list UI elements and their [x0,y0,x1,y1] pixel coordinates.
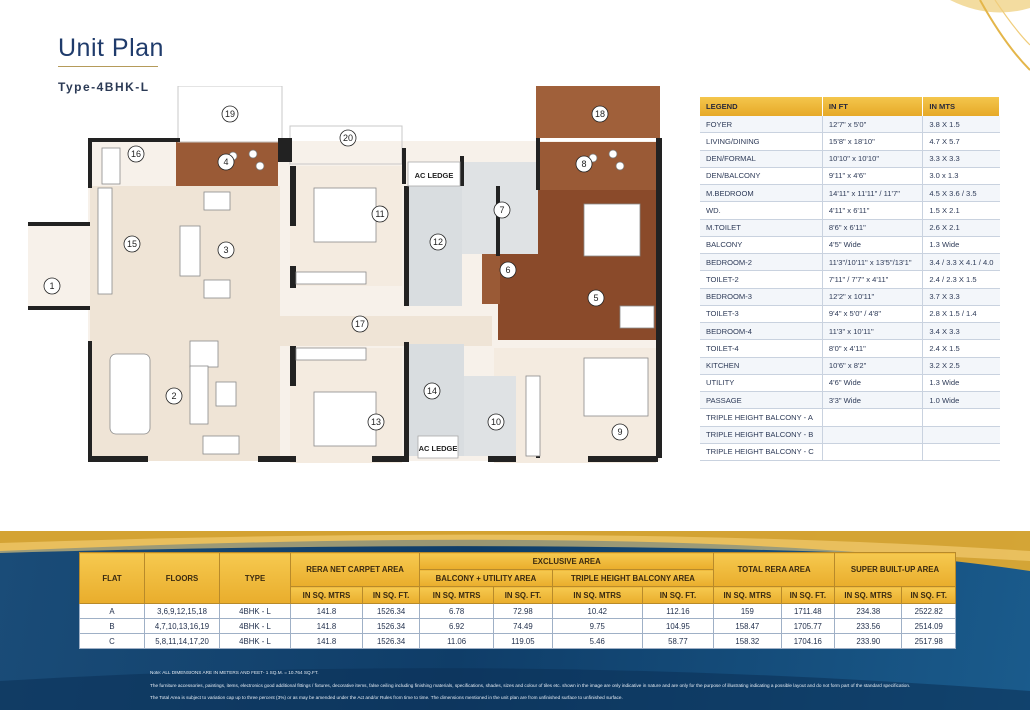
unit-type: Type-4BHK-L [58,80,150,94]
room-marker-6 [500,262,516,278]
unit-sqft: IN SQ. FT. [642,587,713,604]
svg-text:7: 7 [499,205,505,215]
table-cell: 1711.48 [781,604,835,619]
area-table [79,552,956,649]
table-cell: 1526.34 [362,619,419,634]
unit-sqm: IN SQ. MTRS [714,587,781,604]
table-cell: 4BHK - L [220,604,291,619]
legend-size-m: 1.5 X 2.1 [923,202,1000,219]
svg-text:18: 18 [594,109,606,119]
legend-header: LEGEND [700,97,822,116]
area-body [80,604,956,649]
legend-size-ft: 10'6" x 8'2" [822,357,922,374]
room-marker-3 [218,242,234,258]
corner-decoration [910,0,1030,90]
legend-row [700,288,1000,305]
table-cell: 2517.98 [902,634,956,649]
legend-size-m: 2.4 / 2.3 X 1.5 [923,271,1000,288]
col-super: SUPER BUILT-UP AREA [835,553,956,587]
legend-row [700,340,1000,357]
table-cell: 4,7,10,13,16,19 [145,619,220,634]
unit-sqft: IN SQ. FT. [494,587,553,604]
legend-room: M.BEDROOM [700,185,822,202]
legend-row [700,185,1000,202]
table-cell: 233.90 [835,634,902,649]
legend-room: BEDROOM-3 [700,288,822,305]
table-cell: 234.38 [835,604,902,619]
legend-size-m: 3.3 X 3.3 [923,150,1000,167]
legend-size-ft: 8'0" x 4'11" [822,340,922,357]
legend-row [700,150,1000,167]
table-cell: 6.92 [420,619,494,634]
table-cell: 141.8 [291,619,363,634]
legend-size-ft: 3'3" Wide [822,392,922,409]
svg-text:14: 14 [426,386,438,396]
table-cell: 141.8 [291,634,363,649]
room-marker-19 [222,106,238,122]
room-marker-12 [430,234,446,250]
table-cell: 2522.82 [902,604,956,619]
svg-text:8: 8 [581,159,587,169]
svg-text:5: 5 [593,293,599,303]
legend-room: WD. [700,202,822,219]
legend-size-ft: 15'8" x 18'10" [822,133,922,150]
room-marker-16 [128,146,144,162]
table-cell: 1526.34 [362,634,419,649]
table-cell: 4BHK - L [220,619,291,634]
table-cell: 104.95 [642,619,713,634]
room-marker-1 [44,278,60,294]
room-marker-9 [612,424,628,440]
page-title: Unit Plan [58,34,164,62]
svg-text:16: 16 [130,149,142,159]
master-balcony-floor [540,142,658,190]
legend-room: TOILET-2 [700,271,822,288]
legend-row [700,392,1000,409]
table-cell: 58.77 [642,634,713,649]
room-marker-7 [494,202,510,218]
title-divider [58,66,158,67]
legend-room: DEN/BALCONY [700,167,822,184]
svg-text:6: 6 [505,265,511,275]
table-cell: 11.06 [420,634,494,649]
table-cell: 5,8,11,14,17,20 [145,634,220,649]
unit-sqm: IN SQ. MTRS [835,587,902,604]
legend-size-ft: 8'6" x 6'11" [822,219,922,236]
table-cell: 5.46 [552,634,642,649]
room-marker-14 [424,383,440,399]
svg-text:4: 4 [223,157,229,167]
table-cell: C [80,634,145,649]
legend-size-m [923,426,1000,443]
svg-text:9: 9 [617,427,623,437]
legend-size-m: 3.2 X 2.5 [923,357,1000,374]
legend-size-m: 4.5 X 3.6 / 3.5 [923,185,1000,202]
legend-size-ft: 7'11" / 7'7" x 4'11" [822,271,922,288]
col-floors: FLOORS [145,553,220,604]
legend-size-m: 2.4 X 1.5 [923,340,1000,357]
legend-size-ft: 4'11" x 6'11" [822,202,922,219]
unit-sqft: IN SQ. FT. [362,587,419,604]
legend-room: TOILET-4 [700,340,822,357]
legend-size-ft: 12'7" x 5'0" [822,116,922,133]
table-cell: 1705.77 [781,619,835,634]
legend-size-ft: 10'10" x 10'10" [822,150,922,167]
legend-row [700,236,1000,253]
table-cell: 233.56 [835,619,902,634]
legend-row [700,219,1000,236]
table-cell: 158.32 [714,634,781,649]
legend-size-m: 1.0 Wide [923,392,1000,409]
unit-sqm: IN SQ. MTRS [552,587,642,604]
legend-size-ft [822,443,922,460]
table-cell: 1526.34 [362,604,419,619]
legend-size-m: 3.4 / 3.3 X 4.1 / 4.0 [923,254,1000,271]
legend-size-m: 2.8 X 1.5 / 1.4 [923,305,1000,322]
svg-text:12: 12 [432,237,444,247]
unit-sqft: IN SQ. FT. [902,587,956,604]
table-cell: 112.16 [642,604,713,619]
col-exclusive: EXCLUSIVE AREA [420,553,714,570]
note-disclaimer: The furniture accessories, paintings, items, electronics good additional fittings / fixtures, decorative items, false ceiling including finishing materials, specifications, shades, sizes and colour of tiles etc. shown in the image are only indicative in nature and are only for the purpose of illustrating indicating a possible layout and do not form part of the standard specification. [150,683,911,688]
unit-sqft: IN SQ. FT. [781,587,835,604]
legend-row [700,116,1000,133]
legend-room: M.TOILET [700,219,822,236]
legend-room: BALCONY [700,236,822,253]
legend-row [700,254,1000,271]
legend-size-ft: 4'5" Wide [822,236,922,253]
legend-row [700,167,1000,184]
legend-row [700,133,1000,150]
legend-size-ft: 4'6" Wide [822,374,922,391]
svg-text:13: 13 [370,417,382,427]
table-cell: 74.49 [494,619,553,634]
legend-size-m: 3.8 X 1.5 [923,116,1000,133]
legend-row [700,357,1000,374]
room-marker-5 [588,290,604,306]
table-row [80,634,956,649]
table-cell: 9.75 [552,619,642,634]
legend-room: FOYER [700,116,822,133]
legend-size-m: 4.7 X 5.7 [923,133,1000,150]
col-total-rera: TOTAL RERA AREA [714,553,835,587]
legend-room: PASSAGE [700,392,822,409]
legend-row [700,374,1000,391]
col-flat: FLAT [80,553,145,604]
legend-room: TRIPLE HEIGHT BALCONY - B [700,426,822,443]
table-cell: 72.98 [494,604,553,619]
ac-ledge-top-label: AC LEDGE [414,171,454,180]
room-marker-4 [218,154,234,170]
legend-header: IN MTS [923,97,1000,116]
legend-size-m: 3.0 x 1.3 [923,167,1000,184]
room-marker-2 [166,388,182,404]
table-cell: 158.47 [714,619,781,634]
legend-size-m: 1.3 Wide [923,236,1000,253]
legend-size-ft [822,409,922,426]
table-cell: 119.05 [494,634,553,649]
table-cell: B [80,619,145,634]
col-rera-net: RERA NET CARPET AREA [291,553,420,587]
room-marker-20 [340,130,356,146]
room-marker-18 [592,106,608,122]
legend-room: BEDROOM-2 [700,254,822,271]
ac-ledge-bottom-label: AC LEDGE [418,444,458,453]
room-marker-13 [368,414,384,430]
table-row [80,619,956,634]
legend-room: TRIPLE HEIGHT BALCONY - C [700,443,822,460]
legend-row [700,202,1000,219]
legend-row [700,305,1000,322]
table-cell: 6.78 [420,604,494,619]
legend-room: LIVING/DINING [700,133,822,150]
unit-sqm: IN SQ. MTRS [420,587,494,604]
legend-size-ft: 11'3" x 10'11" [822,323,922,340]
legend-room: TRIPLE HEIGHT BALCONY - A [700,409,822,426]
col-type: TYPE [220,553,291,604]
legend-room: UTILITY [700,374,822,391]
floor-plan [28,86,668,488]
svg-text:15: 15 [126,239,138,249]
table-cell: 1704.16 [781,634,835,649]
legend-row [700,271,1000,288]
col-triple: TRIPLE HEIGHT BALCONY AREA [552,570,713,587]
col-balcony-utility: BALCONY + UTILITY AREA [420,570,553,587]
room-marker-11 [372,206,388,222]
table-cell: 2514.09 [902,619,956,634]
svg-text:11: 11 [375,209,385,219]
table-cell: 4BHK - L [220,634,291,649]
legend-size-ft: 9'4" x 5'0" / 4'8" [822,305,922,322]
table-cell: 159 [714,604,781,619]
legend-row [700,409,1000,426]
legend-room: BEDROOM-4 [700,323,822,340]
legend-size-m: 3.7 X 3.3 [923,288,1000,305]
svg-text:17: 17 [354,319,366,329]
svg-text:1: 1 [49,281,55,291]
legend-room: KITCHEN [700,357,822,374]
table-cell: 10.42 [552,604,642,619]
table-row [80,604,956,619]
legend-size-ft: 11'3"/10'11" x 13'5"/13'1" [822,254,922,271]
room-marker-8 [576,156,592,172]
legend-size-m [923,443,1000,460]
table-cell: 3,6,9,12,15,18 [145,604,220,619]
svg-text:3: 3 [223,245,229,255]
legend-room: TOILET-3 [700,305,822,322]
legend-size-m: 3.4 X 3.3 [923,323,1000,340]
legend-row [700,426,1000,443]
legend-size-ft [822,426,922,443]
note-variation: The Total Area is subject to variation cap up to three percent (3%) or as may be amended under the Act and/or Rules from time to time. The dimensions mentioned in the unit plan are from unfinished surface to unfinished surface. [150,695,623,700]
legend-table [700,97,1000,461]
legend-size-m [923,409,1000,426]
legend-header: IN FT [822,97,922,116]
legend-row [700,323,1000,340]
legend-size-ft: 12'2" x 10'11" [822,288,922,305]
table-cell: A [80,604,145,619]
room-marker-15 [124,236,140,252]
unit-sqm: IN SQ. MTRS [291,587,363,604]
svg-text:20: 20 [342,133,354,143]
legend-size-m: 2.6 X 2.1 [923,219,1000,236]
svg-text:19: 19 [224,109,236,119]
room-marker-17 [352,316,368,332]
legend-body [700,116,1000,461]
svg-text:10: 10 [490,417,502,427]
table-cell: 141.8 [291,604,363,619]
note-dimensions: Note: ALL DIMENSIONS ARE IN METERS AND FEET- 1 SQ.M. = 10.764 SQ.FT. [150,670,319,675]
legend-room: DEN/FORMAL [700,150,822,167]
legend-row [700,443,1000,460]
svg-text:2: 2 [171,391,177,401]
legend-size-m: 1.3 Wide [923,374,1000,391]
room-marker-10 [488,414,504,430]
legend-size-ft: 9'11" x 4'6" [822,167,922,184]
legend-size-ft: 14'11" x 11'11" / 11'7" [822,185,922,202]
legend-header-row [700,97,1000,116]
